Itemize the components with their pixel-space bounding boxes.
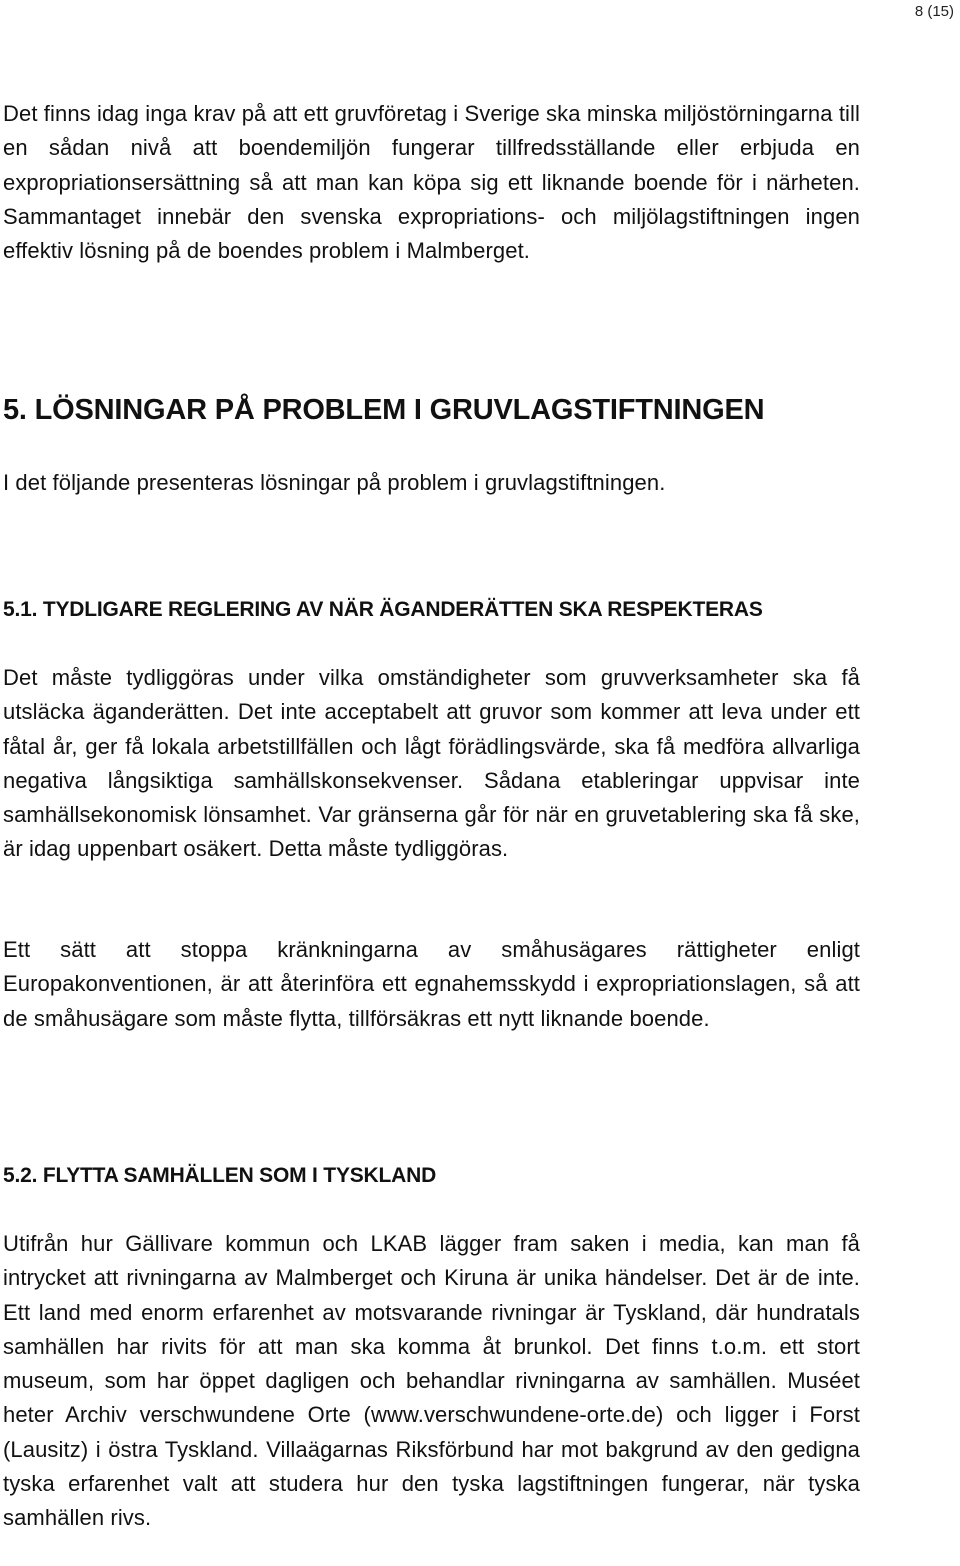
page-number: 8 (15) (914, 3, 954, 20)
section-5-2-heading: 5.2. FLYTTA SAMHÄLLEN SOM I TYSKLAND (3, 1164, 437, 1187)
section-5-1-heading: 5.1. TYDLIGARE REGLERING AV NÄR ÄGANDERÄTTEN SKA RESPEKTERAS (3, 598, 763, 621)
section-5-2-paragraph-1: Utifrån hur Gällivare kommun och LKAB lägger fram saken i media, kan man få intrycket att rivningarna av Malmberget och Kiruna är unika händelser. Det är de inte. Ett land med enorm erfarenhet av motsvarande rivningar är Tyskland, där hundratals samhällen har rivits för att man ska komma åt brunkol. Det finns t.o.m. ett stort museum, som har öppet dagligen och behandlar rivningarna av samhällen. Muséet heter Archiv verschwundene Orte (www.verschwundene-orte.de) och ligger i Forst (Lausitz) i östra Tyskland. Villaägarnas Riksförbund har mot bakgrund av den gedigna tyska erfarenhet valt att studera hur den tyska lagstiftningen fungerar, när tyska samhällen rivs. (3, 1231, 860, 1531)
section-5-heading: 5. LÖSNINGAR PÅ PROBLEM I GRUVLAGSTIFTNINGEN (3, 394, 765, 426)
section-5-intro-paragraph: I det följande presenteras lösningar på problem i gruvlagstiftningen. (3, 470, 666, 495)
section-5-1-paragraph-1: Det måste tydliggöras under vilka omständigheter som gruvverksamheter ska få utsläcka äganderätten. Det inte acceptabelt att gruvor som kommer att leva under ett fåtal år, ger få lokala arbetstillfällen och lågt förädlingsvärde, ska få medföra allvarliga negativa långsiktiga samhällskonsekvenser. Sådana etableringar uppvisar inte samhällsekonomisk lönsamhet. Var gränserna går för när en gruvetablering ska få ske, är idag uppenbart osäkert. Detta måste tydliggöras. (3, 665, 860, 862)
intro-paragraph: Det finns idag inga krav på att ett gruvföretag i Sverige ska minska miljöstörningarna till en sådan nivå att boendemiljön fungerar tillfredsställande eller erbjuda en expropriationsersättning så att man kan köpa sig ett liknande boende för i närheten. Sammantaget innebär den svenska expropriations- och miljölagstiftningen ingen effektiv lösning på de boendes problem i Malmberget. (3, 101, 860, 264)
section-5-1-paragraph-2: Ett sätt att stoppa kränkningarna av småhusägares rättigheter enligt Europakonventionen, är att återinföra ett egnahemsskydd i expropriationslagen, så att de småhusägare som måste flytta, tillförsäkras ett nytt liknande boende. (3, 937, 860, 1031)
